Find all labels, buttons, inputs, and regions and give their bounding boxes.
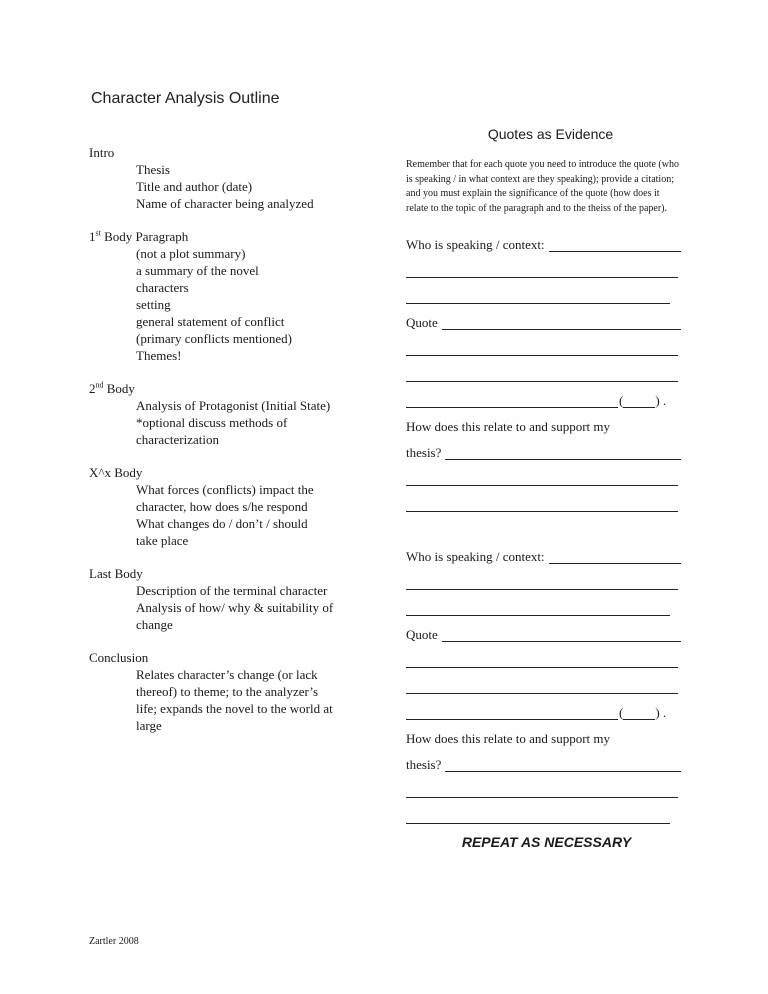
answer-line-row — [406, 330, 681, 356]
answer-line-row — [406, 642, 681, 668]
outline — [89, 144, 379, 750]
answer-line[interactable] — [406, 682, 678, 694]
thesis-blank[interactable] — [445, 760, 681, 772]
outline-section-first-body — [89, 228, 379, 364]
answer-line[interactable] — [406, 266, 678, 278]
outline-item: Description of the terminal character — [136, 583, 328, 598]
outline-item: Themes! — [136, 348, 182, 363]
citation-row — [406, 382, 681, 408]
outline-item: change — [136, 617, 173, 632]
outline-item: take place — [136, 533, 189, 548]
who-speaking-blank[interactable] — [549, 240, 681, 252]
outline-item: (not a plot summary) — [136, 246, 246, 261]
section-heading: Intro — [89, 145, 115, 160]
thesis-row — [406, 434, 681, 460]
outline-item: What forces (conflicts) impact the — [136, 482, 314, 497]
answer-line-row — [406, 668, 681, 694]
answer-line[interactable] — [406, 786, 678, 798]
outline-item: What changes do / don’t / should — [136, 516, 308, 531]
outline-item: Name of character being analyzed — [136, 196, 314, 211]
outline-item: Analysis of how/ why & suitability of — [136, 600, 334, 615]
section-heading: Conclusion — [89, 650, 149, 665]
outline-section-second-body — [89, 380, 379, 448]
who-speaking-blank[interactable] — [549, 552, 681, 564]
outline-item: setting — [136, 297, 171, 312]
citation-open-paren: ( — [619, 705, 624, 720]
answer-line[interactable] — [406, 578, 678, 590]
who-speaking-label: Who is speaking / context: — [406, 237, 545, 252]
outline-section-last-body — [89, 565, 379, 633]
section-heading: 1st Body Paragraph — [89, 228, 189, 244]
outline-item: characterization — [136, 432, 219, 447]
quotes-evidence-panel — [406, 126, 681, 850]
footer-author: Zartler 2008 — [89, 936, 139, 947]
answer-line[interactable] — [406, 604, 670, 616]
answer-line[interactable] — [406, 370, 678, 382]
who-speaking-row — [406, 538, 681, 564]
outline-section-xx-body — [89, 464, 379, 549]
answer-line-row — [406, 356, 681, 382]
outline-section-intro — [89, 144, 379, 212]
thesis-label: thesis? — [406, 445, 442, 460]
outline-item: character, how does s/he respond — [136, 499, 308, 514]
answer-line-row — [406, 564, 681, 590]
quote-blank[interactable] — [442, 318, 681, 330]
outline-item: large — [136, 718, 162, 733]
outline-item: Analysis of Protagonist (Initial State) — [136, 398, 331, 413]
outline-item: life; expands the novel to the world at — [136, 701, 333, 716]
answer-line[interactable] — [406, 474, 678, 486]
thesis-row — [406, 746, 681, 772]
who-speaking-label: Who is speaking / context: — [406, 549, 545, 564]
instructions-text: Remember that for each quote you need to introduce the quote (who is speaking / in what context are they speaking); provide a citation; and you must explain the significance of the quote (how does it relate to the topic of the paragraph and to the theiss of the paper). — [406, 159, 679, 214]
citation-blank[interactable] — [406, 708, 618, 720]
outline-item: a summary of the novel — [136, 263, 259, 278]
outline-item: Title and author (date) — [136, 179, 253, 194]
section-heading: Last Body — [89, 566, 143, 581]
answer-line-row — [406, 252, 681, 278]
answer-line-row — [406, 486, 681, 512]
outline-item: Thesis — [136, 162, 170, 177]
answer-line[interactable] — [406, 344, 678, 356]
outline-item: Relates character’s change (or lack — [136, 667, 318, 682]
quotes-title: Quotes as Evidence — [487, 126, 614, 142]
answer-line[interactable] — [406, 292, 670, 304]
page-number-blank[interactable] — [623, 708, 655, 720]
citation-close-paren: ) . — [655, 705, 667, 720]
relate-question: How does this relate to and support my — [406, 731, 610, 746]
who-speaking-row — [406, 226, 681, 252]
quote-blank[interactable] — [442, 630, 681, 642]
section-heading: 2nd Body — [89, 380, 135, 396]
quote-label: Quote — [406, 315, 438, 330]
relate-question: How does this relate to and support my — [406, 419, 610, 434]
quote-label: Quote — [406, 627, 438, 642]
thesis-label: thesis? — [406, 757, 442, 772]
answer-line-row — [406, 278, 681, 304]
answer-line-row — [406, 460, 681, 486]
thesis-blank[interactable] — [445, 448, 681, 460]
outline-item: (primary conflicts mentioned) — [136, 331, 292, 346]
citation-blank[interactable] — [406, 396, 618, 408]
outline-section-conclusion — [89, 649, 379, 734]
page-number-blank[interactable] — [623, 396, 655, 408]
section-heading: X^x Body — [89, 465, 143, 480]
answer-line[interactable] — [406, 656, 678, 668]
page-title: Character Analysis Outline — [91, 90, 280, 107]
citation-close-paren: ) . — [655, 393, 667, 408]
answer-line-row — [406, 590, 681, 616]
outline-item: thereof) to theme; to the analyzer’s — [136, 684, 319, 699]
outline-item: characters — [136, 280, 189, 295]
outline-item: *optional discuss methods of — [136, 415, 288, 430]
citation-row — [406, 694, 681, 720]
citation-open-paren: ( — [619, 393, 624, 408]
answer-line[interactable] — [406, 500, 678, 512]
repeat-notice: REPEAT AS NECESSARY — [461, 834, 632, 850]
answer-line[interactable] — [406, 812, 670, 824]
answer-line-row — [406, 772, 681, 798]
quote-row — [406, 616, 681, 642]
quote-row — [406, 304, 681, 330]
answer-line-row — [406, 798, 681, 824]
outline-item: general statement of conflict — [136, 314, 285, 329]
